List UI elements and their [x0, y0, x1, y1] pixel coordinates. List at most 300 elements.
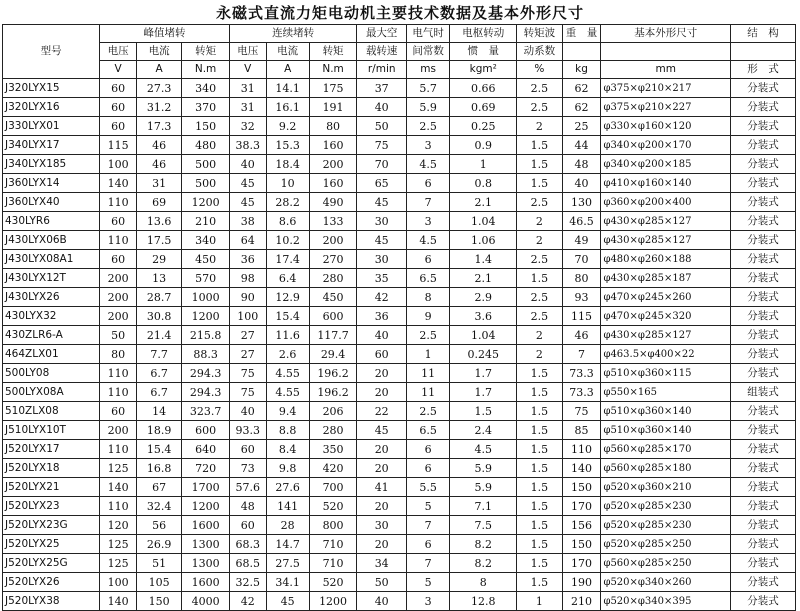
table-row — [3, 592, 796, 611]
cell-dims: φ520×φ285×230 — [601, 497, 731, 516]
cell-struct: 分装式 — [731, 117, 796, 136]
table-row — [3, 554, 796, 573]
cell-peak-current: 32.4 — [136, 497, 181, 516]
cell-cont-voltage: 42 — [229, 592, 266, 611]
cell-max-speed: 30 — [357, 516, 407, 535]
cell-cont-torque: 200 — [309, 155, 357, 174]
cell-cont-current: 28.2 — [266, 193, 309, 212]
cell-ripple: 2 — [517, 117, 562, 136]
cell-cont-current: 16.1 — [266, 98, 309, 117]
cell-peak-current: 17.3 — [136, 117, 181, 136]
cell-peak-current: 150 — [136, 592, 181, 611]
cell-cont-current: 2.6 — [266, 345, 309, 364]
table-row — [3, 98, 796, 117]
cell-peak-voltage: 100 — [100, 573, 137, 592]
cell-max-speed: 40 — [357, 592, 407, 611]
cell-struct: 分装式 — [731, 421, 796, 440]
cell-peak-torque: 600 — [182, 421, 230, 440]
cell-struct: 分装式 — [731, 136, 796, 155]
cell-model: J340LYX17 — [3, 136, 100, 155]
cell-time-const: 7 — [407, 193, 450, 212]
cell-cont-torque: 280 — [309, 421, 357, 440]
cell-cont-torque: 490 — [309, 193, 357, 212]
cell-weight: 62 — [562, 79, 601, 98]
cell-peak-voltage: 60 — [100, 402, 137, 421]
cell-cont-current: 9.4 — [266, 402, 309, 421]
cell-dims: φ430×φ285×187 — [601, 269, 731, 288]
cell-ripple: 2 — [517, 345, 562, 364]
col-max-speed-1: 最大空 — [357, 25, 407, 43]
cell-inertia: 0.8 — [450, 174, 517, 193]
cell-ripple: 2.5 — [517, 79, 562, 98]
cell-struct: 分装式 — [731, 459, 796, 478]
cell-peak-voltage: 200 — [100, 269, 137, 288]
table-row — [3, 250, 796, 269]
unit-rpm: r/min — [357, 61, 407, 79]
cell-cont-current: 15.4 — [266, 307, 309, 326]
cell-ripple: 1.5 — [517, 174, 562, 193]
cell-peak-voltage: 110 — [100, 497, 137, 516]
cell-cont-current: 10.2 — [266, 231, 309, 250]
col-dims-blank — [601, 43, 731, 61]
col-ripple-2: 动系数 — [517, 43, 562, 61]
cell-ripple: 1.5 — [517, 554, 562, 573]
cell-cont-torque: 206 — [309, 402, 357, 421]
cell-peak-torque: 1200 — [182, 497, 230, 516]
cell-weight: 130 — [562, 193, 601, 212]
cell-time-const: 6 — [407, 440, 450, 459]
cell-max-speed: 75 — [357, 136, 407, 155]
cell-inertia: 8.2 — [450, 535, 517, 554]
cell-cont-current: 8.8 — [266, 421, 309, 440]
cell-cont-torque: 160 — [309, 174, 357, 193]
col-max-speed-2: 载转速 — [357, 43, 407, 61]
cell-ripple: 1.5 — [517, 269, 562, 288]
unit-a: A — [266, 61, 309, 79]
cell-struct: 分装式 — [731, 535, 796, 554]
cell-peak-voltage: 100 — [100, 155, 137, 174]
cell-cont-current: 45 — [266, 592, 309, 611]
cell-cont-voltage: 38 — [229, 212, 266, 231]
cell-peak-current: 69 — [136, 193, 181, 212]
cell-cont-current: 6.4 — [266, 269, 309, 288]
cell-peak-current: 67 — [136, 478, 181, 497]
table-row — [3, 79, 796, 98]
cell-inertia: 1.04 — [450, 212, 517, 231]
cell-cont-voltage: 93.3 — [229, 421, 266, 440]
cell-cont-torque: 117.7 — [309, 326, 357, 345]
cell-time-const: 11 — [407, 364, 450, 383]
cell-cont-current: 14.1 — [266, 79, 309, 98]
cell-inertia: 0.25 — [450, 117, 517, 136]
unit-a: A — [136, 61, 181, 79]
cell-inertia: 12.8 — [450, 592, 517, 611]
col-cont-voltage: 电压 — [229, 43, 266, 61]
col-struct-blank — [731, 43, 796, 61]
cell-cont-voltage: 31 — [229, 79, 266, 98]
cell-struct: 分装式 — [731, 269, 796, 288]
cell-peak-torque: 480 — [182, 136, 230, 155]
col-time-const-2: 间常数 — [407, 43, 450, 61]
cell-max-speed: 50 — [357, 573, 407, 592]
cell-struct: 分装式 — [731, 402, 796, 421]
cell-struct: 分装式 — [731, 155, 796, 174]
cell-cont-current: 34.1 — [266, 573, 309, 592]
cell-weight: 150 — [562, 478, 601, 497]
cell-struct: 分装式 — [731, 326, 796, 345]
table-row — [3, 345, 796, 364]
cell-dims: φ340×φ200×185 — [601, 155, 731, 174]
cell-cont-voltage: 64 — [229, 231, 266, 250]
cell-ripple: 1.5 — [517, 136, 562, 155]
cell-model: J520LYX18 — [3, 459, 100, 478]
cell-peak-torque: 1200 — [182, 307, 230, 326]
cell-time-const: 6 — [407, 535, 450, 554]
cell-peak-current: 14 — [136, 402, 181, 421]
col-dims: 基本外形尺寸 — [601, 25, 731, 43]
cell-cont-current: 18.4 — [266, 155, 309, 174]
cell-dims: φ360×φ200×400 — [601, 193, 731, 212]
cell-peak-torque: 88.3 — [182, 345, 230, 364]
cell-struct: 分装式 — [731, 79, 796, 98]
table-row — [3, 307, 796, 326]
cell-cont-current: 17.4 — [266, 250, 309, 269]
table-row — [3, 231, 796, 250]
cell-ripple: 1.5 — [517, 573, 562, 592]
table-row — [3, 155, 796, 174]
cell-ripple: 2.5 — [517, 288, 562, 307]
cell-cont-torque: 520 — [309, 573, 357, 592]
col-struct-2: 形 式 — [731, 61, 796, 79]
unit-pct: % — [517, 61, 562, 79]
cell-peak-voltage: 125 — [100, 535, 137, 554]
cell-cont-torque: 350 — [309, 440, 357, 459]
cell-peak-current: 13.6 — [136, 212, 181, 231]
cell-cont-current: 11.6 — [266, 326, 309, 345]
cell-peak-current: 17.5 — [136, 231, 181, 250]
cell-dims: φ520×φ340×395 — [601, 592, 731, 611]
col-model: 型号 — [3, 25, 100, 79]
cell-ripple: 2 — [517, 231, 562, 250]
cell-cont-current: 4.55 — [266, 364, 309, 383]
col-peak-current: 电流 — [136, 43, 181, 61]
cell-dims: φ520×φ360×210 — [601, 478, 731, 497]
cell-dims: φ375×φ210×217 — [601, 79, 731, 98]
table-row — [3, 459, 796, 478]
cell-cont-voltage: 31 — [229, 98, 266, 117]
cell-peak-current: 6.7 — [136, 383, 181, 402]
cell-max-speed: 42 — [357, 288, 407, 307]
col-struct-1: 结 构 — [731, 25, 796, 43]
cell-dims: φ340×φ200×170 — [601, 136, 731, 155]
cell-peak-current: 27.3 — [136, 79, 181, 98]
cell-peak-current: 46 — [136, 155, 181, 174]
cell-weight: 85 — [562, 421, 601, 440]
cell-weight: 62 — [562, 98, 601, 117]
cell-ripple: 1.5 — [517, 383, 562, 402]
cell-cont-voltage: 75 — [229, 364, 266, 383]
table-row — [3, 573, 796, 592]
cell-peak-current: 18.9 — [136, 421, 181, 440]
cell-weight: 115 — [562, 307, 601, 326]
cell-struct: 分装式 — [731, 573, 796, 592]
cell-peak-voltage: 110 — [100, 364, 137, 383]
cell-model: J430LYX26 — [3, 288, 100, 307]
cell-struct: 分装式 — [731, 212, 796, 231]
col-group-cont: 连续堵转 — [229, 25, 356, 43]
cell-inertia: 0.245 — [450, 345, 517, 364]
cell-ripple: 1.5 — [517, 478, 562, 497]
cell-struct: 分装式 — [731, 288, 796, 307]
cell-dims: φ560×φ285×170 — [601, 440, 731, 459]
cell-cont-voltage: 38.3 — [229, 136, 266, 155]
unit-v: V — [100, 61, 137, 79]
cell-model: J520LYX25 — [3, 535, 100, 554]
col-group-peak: 峰值堵转 — [100, 25, 230, 43]
table-body — [3, 79, 796, 611]
cell-peak-current: 51 — [136, 554, 181, 573]
cell-max-speed: 60 — [357, 345, 407, 364]
table-row — [3, 402, 796, 421]
cell-weight: 80 — [562, 269, 601, 288]
cell-ripple: 2.5 — [517, 98, 562, 117]
cell-model: J430LYX12T — [3, 269, 100, 288]
cell-time-const: 7 — [407, 554, 450, 573]
unit-mm: mm — [601, 61, 731, 79]
cell-struct: 分装式 — [731, 592, 796, 611]
cell-model: 500LYX08A — [3, 383, 100, 402]
cell-dims: φ470×φ245×260 — [601, 288, 731, 307]
cell-model: J360LYX14 — [3, 174, 100, 193]
cell-cont-torque: 700 — [309, 478, 357, 497]
cell-inertia: 2.1 — [450, 193, 517, 212]
cell-cont-voltage: 40 — [229, 402, 266, 421]
cell-cont-current: 15.3 — [266, 136, 309, 155]
cell-peak-current: 26.9 — [136, 535, 181, 554]
cell-peak-torque: 1600 — [182, 573, 230, 592]
cell-cont-voltage: 90 — [229, 288, 266, 307]
cell-max-speed: 40 — [357, 98, 407, 117]
cell-peak-torque: 1300 — [182, 554, 230, 573]
cell-max-speed: 22 — [357, 402, 407, 421]
cell-peak-torque: 500 — [182, 155, 230, 174]
cell-model: J520LYX25G — [3, 554, 100, 573]
cell-peak-torque: 450 — [182, 250, 230, 269]
cell-peak-current: 31 — [136, 174, 181, 193]
cell-cont-current: 27.5 — [266, 554, 309, 573]
cell-model: J510LYX10T — [3, 421, 100, 440]
cell-dims: φ430×φ285×127 — [601, 326, 731, 345]
cell-peak-voltage: 60 — [100, 117, 137, 136]
cell-time-const: 2.5 — [407, 402, 450, 421]
col-weight: 重 量 — [562, 25, 601, 43]
cell-time-const: 1 — [407, 345, 450, 364]
cell-peak-current: 56 — [136, 516, 181, 535]
cell-peak-current: 15.4 — [136, 440, 181, 459]
table-row — [3, 212, 796, 231]
cell-inertia: 1.7 — [450, 364, 517, 383]
col-cont-current: 电流 — [266, 43, 309, 61]
cell-cont-torque: 160 — [309, 136, 357, 155]
cell-peak-torque: 210 — [182, 212, 230, 231]
cell-weight: 93 — [562, 288, 601, 307]
cell-cont-voltage: 48 — [229, 497, 266, 516]
cell-cont-current: 8.6 — [266, 212, 309, 231]
cell-peak-voltage: 200 — [100, 307, 137, 326]
col-peak-voltage: 电压 — [100, 43, 137, 61]
cell-ripple: 1.5 — [517, 516, 562, 535]
cell-time-const: 6 — [407, 174, 450, 193]
cell-max-speed: 30 — [357, 250, 407, 269]
cell-max-speed: 70 — [357, 155, 407, 174]
cell-cont-torque: 520 — [309, 497, 357, 516]
table-row — [3, 136, 796, 155]
cell-weight: 49 — [562, 231, 601, 250]
cell-cont-current: 10 — [266, 174, 309, 193]
table-row — [3, 288, 796, 307]
cell-inertia: 0.66 — [450, 79, 517, 98]
cell-peak-voltage: 110 — [100, 440, 137, 459]
cell-dims: φ330×φ160×120 — [601, 117, 731, 136]
cell-peak-voltage: 60 — [100, 212, 137, 231]
cell-struct: 分装式 — [731, 516, 796, 535]
cell-weight: 46 — [562, 326, 601, 345]
cell-inertia: 3.6 — [450, 307, 517, 326]
cell-weight: 25 — [562, 117, 601, 136]
table-row — [3, 535, 796, 554]
cell-peak-torque: 340 — [182, 79, 230, 98]
cell-cont-voltage: 60 — [229, 516, 266, 535]
cell-cont-current: 8.4 — [266, 440, 309, 459]
cell-cont-current: 14.7 — [266, 535, 309, 554]
cell-peak-torque: 720 — [182, 459, 230, 478]
cell-dims: φ560×φ285×250 — [601, 554, 731, 573]
cell-dims: φ510×φ360×140 — [601, 421, 731, 440]
cell-model: 430LYX32 — [3, 307, 100, 326]
cell-peak-voltage: 110 — [100, 231, 137, 250]
cell-weight: 210 — [562, 592, 601, 611]
cell-peak-voltage: 200 — [100, 288, 137, 307]
cell-max-speed: 45 — [357, 193, 407, 212]
cell-cont-voltage: 100 — [229, 307, 266, 326]
cell-cont-current: 4.55 — [266, 383, 309, 402]
cell-inertia: 8 — [450, 573, 517, 592]
cell-model: J330LYX01 — [3, 117, 100, 136]
cell-struct: 分装式 — [731, 364, 796, 383]
cell-weight: 110 — [562, 440, 601, 459]
cell-weight: 170 — [562, 554, 601, 573]
cell-max-speed: 37 — [357, 79, 407, 98]
cell-max-speed: 20 — [357, 364, 407, 383]
cell-peak-torque: 1000 — [182, 288, 230, 307]
cell-peak-voltage: 140 — [100, 592, 137, 611]
cell-peak-voltage: 110 — [100, 383, 137, 402]
cell-inertia: 2.4 — [450, 421, 517, 440]
cell-weight: 44 — [562, 136, 601, 155]
cell-inertia: 1.04 — [450, 326, 517, 345]
cell-peak-voltage: 50 — [100, 326, 137, 345]
cell-model: J520LYX17 — [3, 440, 100, 459]
cell-dims: φ480×φ260×188 — [601, 250, 731, 269]
cell-weight: 190 — [562, 573, 601, 592]
cell-dims: φ375×φ210×227 — [601, 98, 731, 117]
cell-cont-torque: 133 — [309, 212, 357, 231]
cell-struct: 分装式 — [731, 554, 796, 573]
cell-cont-torque: 196.2 — [309, 383, 357, 402]
cell-struct: 分装式 — [731, 193, 796, 212]
cell-ripple: 1.5 — [517, 459, 562, 478]
table-row — [3, 364, 796, 383]
cell-cont-torque: 710 — [309, 535, 357, 554]
cell-model: J520LYX38 — [3, 592, 100, 611]
cell-peak-voltage: 60 — [100, 98, 137, 117]
cell-time-const: 3 — [407, 212, 450, 231]
cell-peak-voltage: 140 — [100, 174, 137, 193]
cell-cont-torque: 800 — [309, 516, 357, 535]
cell-weight: 70 — [562, 250, 601, 269]
cell-struct: 分装式 — [731, 497, 796, 516]
col-inertia-2: 惯 量 — [450, 43, 517, 61]
cell-time-const: 8 — [407, 288, 450, 307]
cell-dims: φ560×φ285×180 — [601, 459, 731, 478]
cell-inertia: 1.5 — [450, 402, 517, 421]
cell-model: J320LYX15 — [3, 79, 100, 98]
cell-peak-torque: 640 — [182, 440, 230, 459]
cell-cont-torque: 280 — [309, 269, 357, 288]
cell-time-const: 5.5 — [407, 478, 450, 497]
cell-cont-torque: 200 — [309, 231, 357, 250]
cell-cont-torque: 1200 — [309, 592, 357, 611]
cell-cont-voltage: 45 — [229, 193, 266, 212]
cell-ripple: 2 — [517, 326, 562, 345]
cell-ripple: 2.5 — [517, 307, 562, 326]
cell-ripple: 1.5 — [517, 364, 562, 383]
cell-inertia: 1 — [450, 155, 517, 174]
cell-time-const: 7 — [407, 516, 450, 535]
cell-time-const: 4.5 — [407, 231, 450, 250]
cell-ripple: 1.5 — [517, 421, 562, 440]
cell-model: J520LYX23 — [3, 497, 100, 516]
cell-peak-torque: 1700 — [182, 478, 230, 497]
col-peak-torque: 转矩 — [182, 43, 230, 61]
cell-time-const: 5.7 — [407, 79, 450, 98]
cell-struct: 分装式 — [731, 98, 796, 117]
cell-struct: 分装式 — [731, 174, 796, 193]
cell-model: J520LYX26 — [3, 573, 100, 592]
cell-peak-torque: 370 — [182, 98, 230, 117]
cell-model: 510ZLX08 — [3, 402, 100, 421]
cell-peak-torque: 4000 — [182, 592, 230, 611]
cell-cont-torque: 420 — [309, 459, 357, 478]
cell-weight: 46.5 — [562, 212, 601, 231]
cell-ripple: 2.5 — [517, 193, 562, 212]
cell-peak-current: 16.8 — [136, 459, 181, 478]
unit-nm: N.m — [309, 61, 357, 79]
cell-dims: φ463.5×φ400×22 — [601, 345, 731, 364]
cell-peak-torque: 323.7 — [182, 402, 230, 421]
cell-dims: φ510×φ360×115 — [601, 364, 731, 383]
cell-model: J520LYX23G — [3, 516, 100, 535]
cell-peak-torque: 150 — [182, 117, 230, 136]
cell-cont-current: 141 — [266, 497, 309, 516]
page-title: 永磁式直流力矩电动机主要技术数据及基本外形尺寸 — [215, 4, 584, 22]
cell-model: 430ZLR6-A — [3, 326, 100, 345]
cell-inertia: 5.9 — [450, 478, 517, 497]
cell-model: 500LY08 — [3, 364, 100, 383]
cell-peak-torque: 1200 — [182, 193, 230, 212]
table-row — [3, 516, 796, 535]
cell-cont-voltage: 98 — [229, 269, 266, 288]
